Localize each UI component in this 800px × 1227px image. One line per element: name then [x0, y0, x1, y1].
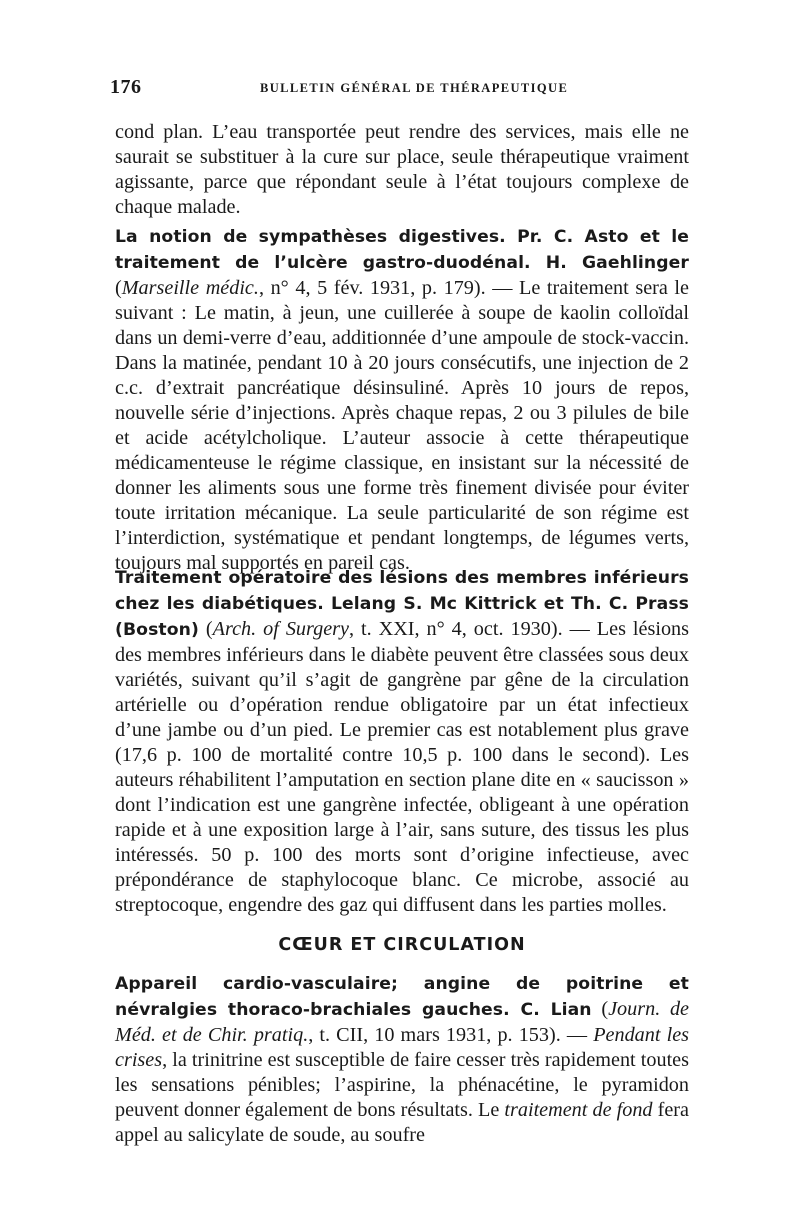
source-open: ( [198, 618, 213, 640]
running-head: BULLETIN GÉNÉRAL DE THÉRAPEUTIQUE [260, 81, 569, 95]
abstract-body: — Le traitement sera le suivant : Le matin, à jeun, une cuillerée à soupe de kaolin colloïdal dans un demi-verre d’eau, additionnée d’une ampoule de stock-vaccin. Dans la matinée, pendant 10 à 20 jours consécutifs, une injection de 2 c.c. d’extrait pancréatique désinsuliné. Après 10 jours de repos, nouvelle série d’injections. Après chaque repas, 2 ou 3 pilules de bile et acide acétylcholique. L’auteur associe à cette thérapeutique médicamenteuse le régime classique, en insistant sur la nécessité de donner les aliments sous une forme très finement divisée pour éviter toute irritation mécanique. La seule particularité de son régime est l’interdiction, systématique et pendant longtemps, de légumes verts, toujours mal supportés en pareil cas. [115, 277, 690, 574]
source-details: , t. XXI, n° 4, oct. 1930). [348, 618, 563, 640]
abstract-body: — Les lésions des membres inférieurs dans le diabète peuvent être classées sous deux variétés, suivant qu’il s’agit de gangrène par gêne de la circulation artérielle ou d’opération rendue obligatoire par un état infectieux d’une jambe ou d’un pied. Le premier cas est notablement plus grave (17,6 p. 100 de mortalité contre 10,5 p. 100 dans le second). Les auteurs réhabilitent l’amputation en section plane dite en « saucisson » dont l’indication est une gangrène infectée, obligeant à une opération rapide et à une exposition large à l’air, sans suture, des tissus les plus intéressés. 50 p. 100 des morts sont d’origine infectieuse, avec prépondérance de staphylocoque blanc. Ce microbe, associé au streptocoque, engendre des gaz qui diffusent dans les parties molles. [115, 618, 689, 916]
source-journal: Arch. of Surgery [212, 618, 349, 640]
abstract-title: La notion de sympathèses digestives. Pr. C. Asto et le traitement de l’ulcère gastro-duodénal. H. Gaehlinger [115, 227, 689, 273]
italic-term: traitement de fond [504, 1099, 653, 1121]
paragraph-text: cond plan. L’eau transportée peut rendre des services, mais elle ne saurait se substituer à la cure sur place, seule thérapeutique vraiment agissante, parce que répondant seule à l’état toujours complexe de chaque malade. [115, 121, 689, 218]
source-journal: Marseille médic. [121, 277, 259, 299]
abstract-title: Traitement opératoire des lésions des membres inférieurs chez les diabétiques. Lelang S. Mc Kittrick et Th. C. Prass (Boston) [115, 568, 689, 640]
dash: — [560, 1024, 594, 1046]
paragraph-continuation [115, 120, 689, 220]
page-number: 176 [110, 76, 142, 98]
italic-intro: Pendant les crises [115, 1024, 690, 1071]
source-journal: Journ. de Méd. et de Chir. pratiq. [115, 998, 689, 1046]
abstract-body-end: fera appel au salicylate de soude, au soufre [115, 1099, 689, 1146]
section-heading: CŒUR ET CIRCULATION [278, 935, 526, 955]
abstract-cardio [115, 971, 689, 1148]
abstract-diabetiques [115, 565, 689, 918]
abstract-body: , la trinitrine est susceptible de faire cesser très rapidement toutes les sensations pénibles; l’aspirine, la phénacétine, le pyramidon peuvent donner également de bons résultats. Le [115, 1049, 689, 1121]
source-open: ( [591, 998, 609, 1020]
page-header [110, 76, 690, 102]
source-details: , n° 4, 5 fév. 1931, p. 179). [258, 277, 486, 299]
abstract-sympatheses [115, 224, 689, 576]
source-details: , t. CII, 10 mars 1931, p. 153). [308, 1024, 561, 1046]
source-open: ( [115, 277, 122, 299]
abstract-title: Appareil cardio-vasculaire; angine de poitrine et névralgies thoraco-brachiales gauches. C. Lian [115, 974, 689, 1020]
